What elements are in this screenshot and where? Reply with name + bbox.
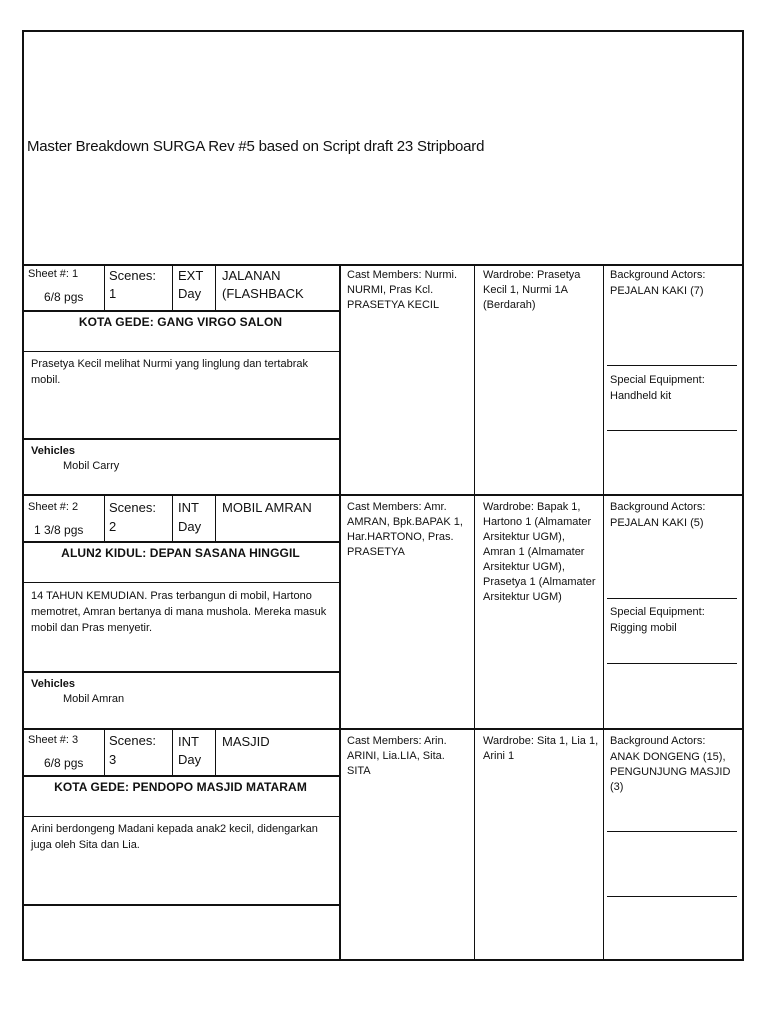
sheet-number: 3 [72,734,79,746]
scene-description: 14 TAHUN KEMUDIAN. Pras terbangun di mobil, Hartono memotret, Amran bertanya di mana mushola. Mereka masuk mobil dan Pras menyetir. [31,590,327,634]
vehicles: Mobil Amran [63,693,125,705]
sheet-number-field [28,500,78,515]
divider [474,729,475,960]
divider [474,495,475,728]
page-count: 6/8 pgs [44,290,84,304]
background-actors-label: Background Actors: [610,269,706,281]
divider [339,495,341,728]
divider [172,495,173,542]
sheet-number-field [28,733,78,748]
divider [607,896,737,897]
vehicles-label: Vehicles [31,445,76,457]
scenes-label: Scenes: [109,500,156,515]
location: KOTA GEDE: PENDOPO MASJID MATARAM [54,780,307,794]
set-name: MASJID [222,734,270,749]
vehicles-label: Vehicles [31,678,76,690]
divider [607,663,737,664]
cast-members: Cast Members: Nurmi. NURMI, Pras Kcl. PRASETYA KECIL [347,269,458,311]
divider [339,264,341,494]
location: KOTA GEDE: GANG VIRGO SALON [78,315,283,329]
sheet-number: 2 [72,501,79,513]
scene-number: 3 [109,752,117,767]
scene-number: 2 [109,519,117,534]
sheet-label: Sheet #: [28,268,69,280]
divider [607,430,737,431]
divider [22,728,744,730]
page-title: Master Breakdown SURGA Rev #5 based on Script draft 23 Stripboard [27,138,485,155]
divider [104,495,105,542]
divider [607,365,737,366]
divider [172,264,173,311]
divider [22,671,339,673]
divider [603,264,604,494]
divider [215,729,216,776]
background-actors-label: Background Actors: [610,501,706,513]
set-name: MOBIL AMRAN [222,500,312,515]
set-note: (FLASHBACK [222,286,304,301]
time-of-day: Day [178,752,202,767]
cast-members: Cast Members: Amr. AMRAN, Bpk.BAPAK 1, Har.HARTONO, Pras. PRASETYA [347,501,463,558]
divider [172,729,173,776]
divider [22,775,339,777]
divider [22,582,339,583]
scenes-label: Scenes: [109,268,156,283]
vehicles: Mobil Carry [63,460,120,472]
background-actors-label: Background Actors: [610,735,706,747]
divider [603,495,604,728]
divider [22,310,339,312]
wardrobe: Wardrobe: Sita 1, Lia 1, Arini 1 [483,735,599,762]
set-name: JALANAN [222,268,281,283]
wardrobe: Wardrobe: Prasetya Kecil 1, Nurmi 1A (Berdarah) [483,269,581,311]
divider [607,831,737,832]
special-equipment: Handheld kit [610,390,672,402]
scene-number: 1 [109,286,117,301]
divider [215,264,216,311]
scenes-label: Scenes: [109,733,156,748]
divider [215,495,216,542]
divider [603,729,604,960]
divider [104,729,105,776]
int-ext: INT [178,500,199,515]
page-count: 1 3/8 pgs [34,523,84,537]
divider [22,816,339,817]
divider [22,541,339,543]
divider [22,264,744,266]
divider [339,729,341,960]
int-ext: INT [178,734,199,749]
page-count: 6/8 pgs [44,756,84,770]
scene-description: Prasetya Kecil melihat Nurmi yang linglung dan tertabrak mobil. [31,358,308,386]
divider [607,598,737,599]
location: ALUN2 KIDUL: DEPAN SASANA HINGGIL [61,546,300,560]
scene-description: Arini berdongeng Madani kepada anak2 kecil, didengarkan juga oleh Sita dan Lia. [31,823,318,851]
special-equipment-label: Special Equipment: [610,606,705,618]
wardrobe: Wardrobe: Bapak 1, Hartono 1 (Almamater Arsitektur UGM), Amran 1 (Almamater Arsitektur UGM), Prasetya 1 (Almamater Arsitektur UGM) [483,501,596,603]
divider [22,904,339,906]
int-ext: EXT [178,268,204,283]
divider [22,494,744,496]
sheet-label: Sheet #: [28,734,69,746]
divider [22,351,339,352]
special-equipment-label: Special Equipment: [610,374,705,386]
background-actors: PEJALAN KAKI (7) [610,285,704,297]
time-of-day: Day [178,286,202,301]
background-actors: PEJALAN KAKI (5) [610,517,704,529]
background-actors: ANAK DONGENG (15), PENGUNJUNG MASJID (3) [610,751,731,793]
cast-members: Cast Members: Arin. ARINI, Lia.LIA, Sita. SITA [347,735,447,777]
sheet-number-field [28,267,78,282]
sheet-number: 1 [72,268,79,280]
divider [474,264,475,494]
time-of-day: Day [178,519,202,534]
sheet-label: Sheet #: [28,501,69,513]
special-equipment: Rigging mobil [610,622,677,634]
divider [22,438,339,440]
divider [104,264,105,311]
